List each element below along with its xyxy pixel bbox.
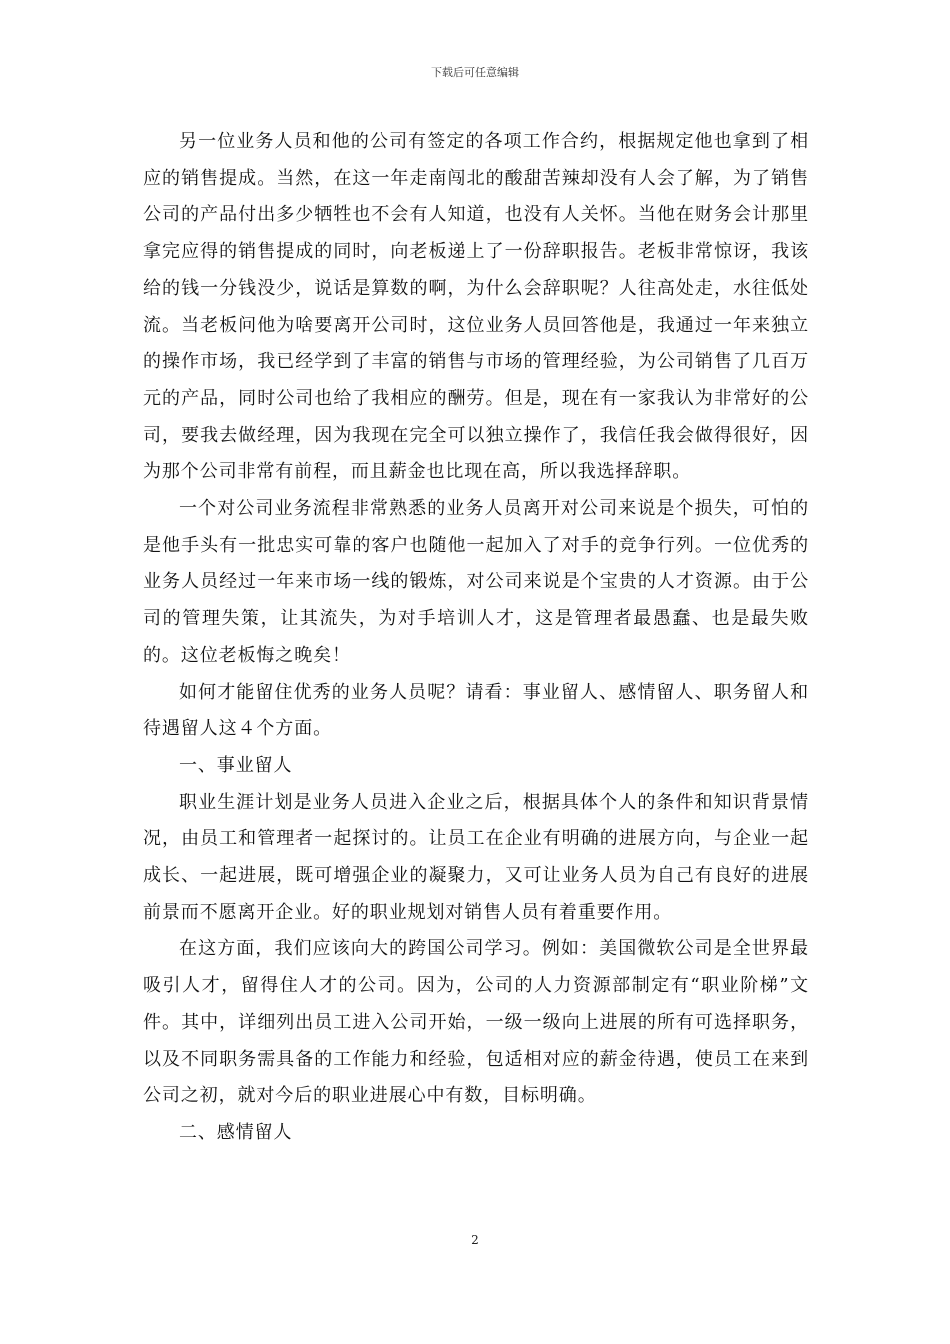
section-heading-career: 一、事业留人 bbox=[179, 754, 293, 776]
body-paragraph: 职业生涯计划是业务人员进入企业之后，根据具体个人的条件和知识背景情况，由员工和管理者一起探讨的。让员工在企业有明确的进展方向，与企业一起成长、一起进展，既可增强企业的凝聚力，又可让业务人员为自己有良好的进展前景而不愿离开企业。好的职业规划对销售人员有着重要作用。 bbox=[143, 791, 809, 923]
section-heading-emotion: 二、感情留人 bbox=[179, 1121, 293, 1143]
body-paragraph: 一个对公司业务流程非常熟悉的业务人员离开对公司来说是个损失，可怕的是他手头有一批忠实可靠的客户也随他一起加入了对手的竞争行列。一位优秀的业务人员经过一年来市场一线的锻炼，对公司来说是个宝贵的人才资源。由于公司的管理失策，让其流失，为对手培训人才，这是管理者最愚蠢、也是最失败的。这位老板悔之晚矣！ bbox=[143, 498, 809, 666]
body-paragraph: 如何才能留住优秀的业务人员呢？请看：事业留人、感情留人、职务留人和待遇留人这４个方面。 bbox=[143, 681, 809, 740]
body-paragraph: 另一位业务人员和他的公司有签定的各项工作合约，根据规定他也拿到了相应的销售提成。当然，在这一年走南闯北的酸甜苦辣却没有人会了解，为了销售公司的产品付出多少牺牲也不会有人知道，也没有人关怀。当他在财务会计那里拿完应得的销售提成的同时，向老板递上了一份辞职报告。老板非常惊讶，我该给的钱一分钱没少，说话是算数的啊，为什么会辞职呢？人往高处走，水往低处流。当老板问他为啥要离开公司时，这位业务人员回答他是，我通过一年来独立的操作市场，我已经学到了丰富的销售与市场的管理经验，为公司销售了几百万元的产品，同时公司也给了我相应的酬劳。但是，现在有一家我认为非常好的公司，要我去做经理，因为我现在完全可以独立操作了，我信任我会做得很好，因为那个公司非常有前程，而且薪金也比现在高，所以我选择辞职。 bbox=[143, 131, 809, 483]
document-body bbox=[143, 124, 809, 1152]
page-number: 2 bbox=[471, 1233, 479, 1247]
body-paragraph: 在这方面，我们应该向大的跨国公司学习。例如：美国微软公司是全世界最吸引人才，留得住人才的公司。因为，公司的人力资源部制定有“职业阶梯”文件。其中，详细列出员工进入公司开始，一级一级向上进展的所有可选择职务，以及不同职务需具备的工作能力和经验，包适相对应的薪金待遇，使员工在来到公司之初，就对今后的职业进展心中有数，目标明确。 bbox=[143, 938, 809, 1107]
page-header: 下载后可任意编辑 bbox=[431, 66, 519, 79]
